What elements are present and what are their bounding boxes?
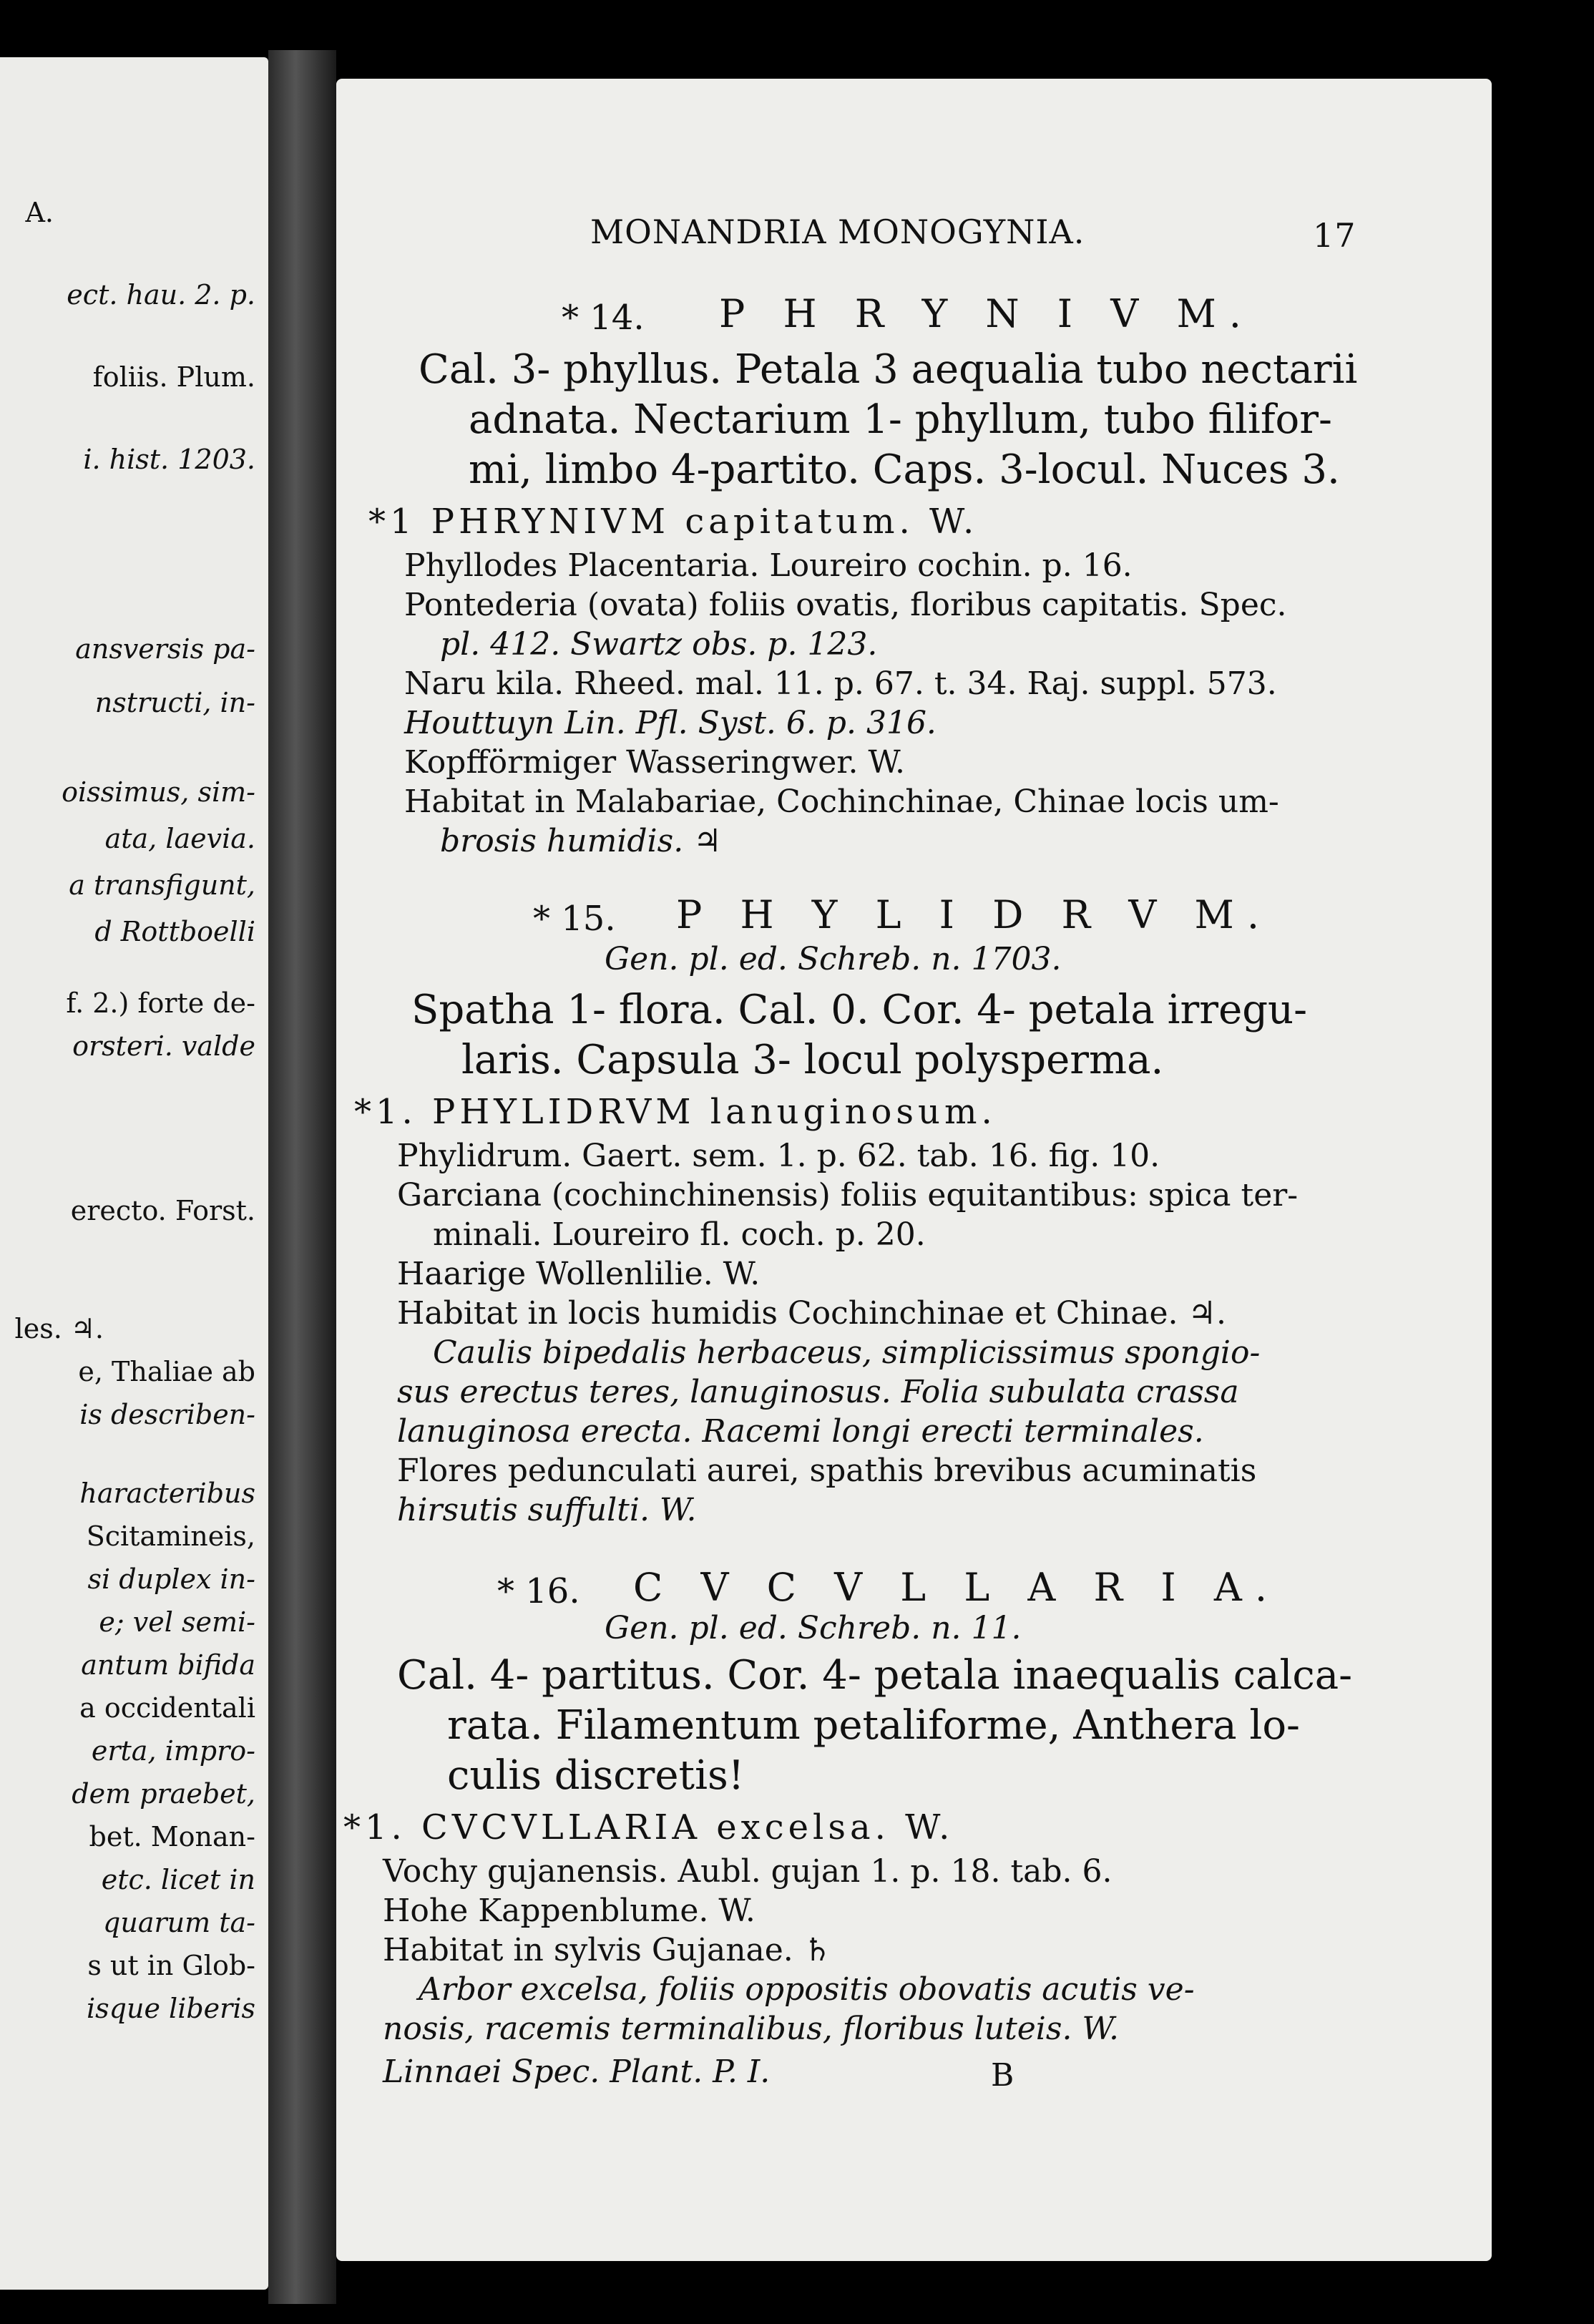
- genus-number: * 15.: [533, 899, 616, 939]
- left-line: erta, impro-: [91, 1735, 255, 1767]
- left-line: e; vel semi-: [99, 1606, 255, 1638]
- left-line: a transfigunt,: [69, 869, 255, 901]
- left-line: a occidentali: [79, 1692, 255, 1724]
- synonym-line: Pontederia (ovata) foliis ovatis, floribus capitatis. Spec.: [404, 587, 1287, 623]
- genus-description-line: Spatha 1- flora. Cal. 0. Cor. 4- petala irregu-: [411, 987, 1308, 1033]
- left-line: i. hist. 1203.: [83, 444, 255, 475]
- genus-description-line: laris. Capsula 3- locul polysperma.: [461, 1037, 1164, 1083]
- description-line: lanuginosa erecta. Racemi longi erecti terminales.: [397, 1413, 1204, 1450]
- species-heading: *1. CVCVLLARIA excelsa. W.: [343, 1807, 954, 1847]
- genus-number: * 16.: [497, 1571, 580, 1611]
- description-line: nosis, racemis terminalibus, floribus luteis. W.: [383, 2011, 1119, 2047]
- genus-heading: C V C V L L A R I A.: [633, 1565, 1280, 1610]
- description-line: Arbor excelsa, foliis oppositis obovatis acutis ve-: [419, 1971, 1195, 2008]
- genus-description-line: Cal. 4- partitus. Cor. 4- petala inaequalis calca-: [397, 1652, 1353, 1699]
- synonym-line: Phyllodes Placentaria. Loureiro cochin. p. 16.: [404, 547, 1133, 584]
- left-line: antum bifida: [81, 1649, 255, 1681]
- description-line: Flores pedunculati aurei, spathis brevibus acuminatis: [397, 1452, 1257, 1489]
- left-line: erecto. Forst.: [70, 1195, 255, 1226]
- left-line: quarum ta-: [103, 1907, 255, 1938]
- signature-mark: B: [991, 2057, 1014, 2094]
- genus-description-line: mi, limbo 4-partito. Caps. 3-locul. Nuces 3.: [469, 446, 1340, 493]
- signature-text: Linnaei Spec. Plant. P. I.: [383, 2054, 771, 2090]
- synonym-line: Garciana (cochinchinensis) foliis equitantibus: spica ter-: [397, 1177, 1299, 1214]
- synonym-line: Naru kila. Rheed. mal. 11. p. 67. t. 34. Raj. suppl. 573.: [404, 665, 1277, 702]
- common-name-line: Kopfförmiger Wasseringwer. W.: [404, 744, 905, 781]
- habitat-line: Habitat in Malabariae, Cochinchinae, Chinae locis um-: [404, 783, 1279, 820]
- left-line: Scitamineis,: [86, 1520, 255, 1552]
- left-line: ata, laevia.: [104, 823, 255, 854]
- left-line: oissimus, sim-: [62, 776, 255, 808]
- left-line: orsteri. valde: [72, 1030, 255, 1062]
- synonym-line: pl. 412. Swartz obs. p. 123.: [440, 626, 878, 663]
- synonym-line: minali. Loureiro fl. coch. p. 20.: [433, 1216, 926, 1253]
- genus-heading: P H R Y N I V M.: [719, 291, 1254, 336]
- genus-reference: Gen. pl. ed. Schreb. n. 1703.: [605, 941, 1062, 977]
- genus-description-line: Cal. 3- phyllus. Petala 3 aequalia tubo nectarii: [419, 346, 1358, 393]
- genus-number: * 14.: [562, 298, 645, 338]
- previous-page-fragment: [0, 57, 268, 2290]
- left-line: nstructi, in-: [94, 687, 255, 718]
- left-line: d Rottboelli: [94, 916, 255, 947]
- genus-heading: P H Y L I D R V M.: [676, 892, 1272, 937]
- running-title: MONANDRIA MONOGYNIA.: [590, 213, 1085, 251]
- common-name-line: Haarige Wollenlilie. W.: [397, 1256, 761, 1292]
- left-line: etc. licet in: [101, 1864, 255, 1895]
- habitat-line: Habitat in sylvis Gujanae. ♄: [383, 1932, 832, 1968]
- description-line: sus erectus teres, lanuginosus. Folia subulata crassa: [397, 1374, 1239, 1410]
- left-line: ect. hau. 2. p.: [67, 279, 255, 311]
- synonym-line: Vochy gujanensis. Aubl. gujan 1. p. 18. tab. 6.: [383, 1853, 1113, 1890]
- left-line: ansversis pa-: [75, 633, 255, 665]
- species-heading: *1 PHRYNIVM capitatum. W.: [368, 502, 979, 542]
- left-line: bet. Monan-: [89, 1821, 255, 1852]
- genus-description-line: adnata. Nectarium 1- phyllum, tubo filifor-: [469, 396, 1332, 443]
- left-line: foliis. Plum.: [92, 361, 255, 393]
- habitat-line: brosis humidis. ♃: [440, 823, 722, 859]
- left-line: isque liberis: [87, 1993, 255, 2024]
- book-gutter: [268, 50, 336, 2304]
- book-page: [336, 79, 1492, 2261]
- genus-reference: Gen. pl. ed. Schreb. n. 11.: [605, 1610, 1022, 1646]
- description-line: hirsutis suffulti. W.: [397, 1492, 697, 1528]
- genus-description-line: culis discretis!: [447, 1752, 745, 1799]
- synonym-line: Phylidrum. Gaert. sem. 1. p. 62. tab. 16. fig. 10.: [397, 1138, 1160, 1174]
- synonym-line: Houttuyn Lin. Pfl. Syst. 6. p. 316.: [404, 705, 937, 741]
- habitat-line: Habitat in locis humidis Cochinchinae et Chinae. ♃.: [397, 1295, 1226, 1332]
- left-line: s ut in Glob-: [87, 1950, 255, 1981]
- left-line: is describen-: [79, 1399, 255, 1430]
- left-line: si duplex in-: [87, 1563, 255, 1595]
- page-number: 17: [1313, 216, 1356, 255]
- left-line: haracteribus: [79, 1478, 255, 1509]
- description-line: Caulis bipedalis herbaceus, simplicissimus spongio-: [433, 1334, 1261, 1371]
- left-line: e, Thaliae ab: [78, 1356, 255, 1387]
- genus-description-line: rata. Filamentum petaliforme, Anthera lo-: [447, 1702, 1300, 1749]
- species-heading: *1. PHYLIDRVM lanuginosum.: [354, 1092, 997, 1132]
- left-line: A.: [25, 197, 54, 228]
- left-line: f. 2.) forte de-: [66, 987, 255, 1019]
- common-name-line: Hohe Kappenblume. W.: [383, 1893, 756, 1929]
- left-line: dem praebet,: [72, 1778, 255, 1810]
- left-line: les. ♃.: [14, 1313, 104, 1344]
